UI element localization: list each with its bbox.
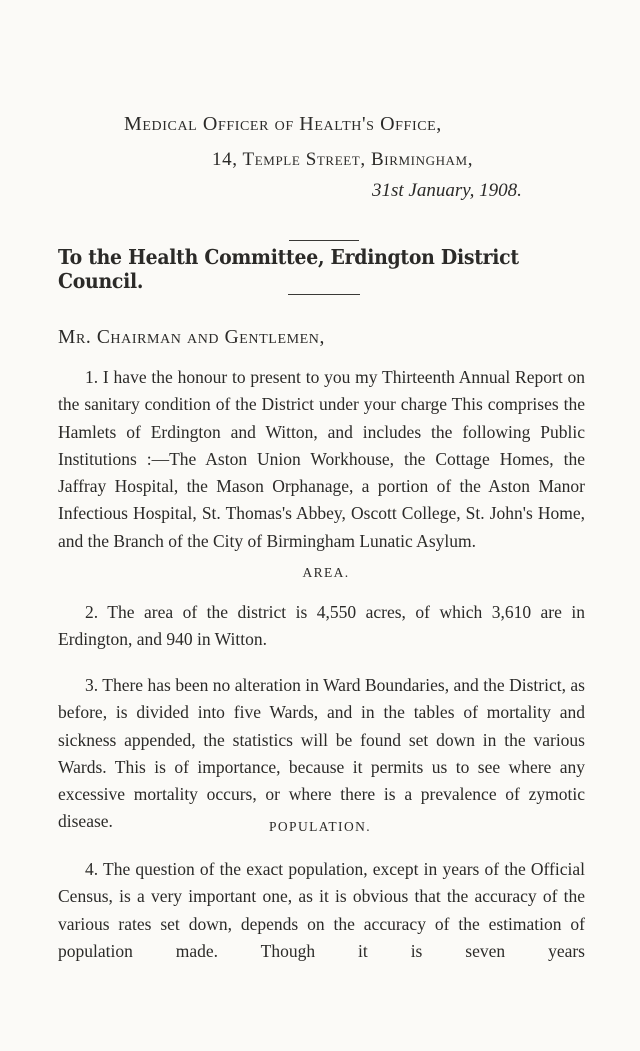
letter-date: 31st January, 1908. (372, 180, 522, 201)
addressee-line: To the Health Committee, Erdington District Council. (58, 245, 519, 293)
paragraph-3: 3. There has been no alteration in Ward Boundaries, and the District, as before, is divided into five Wards, and in the tables of mortality and sickness appended, the statistics will be found set down in the various Wards. This is of importance, because it permits us to see where any excessive mortality occurs, or where there is a prevalence of zymotic disease. (58, 675, 585, 832)
office-address: 14, Temple Street, Birmingham, (212, 149, 474, 170)
office-heading: Medical Officer of Health's Office, (124, 113, 442, 135)
section-heading-population: POPULATION. (268, 819, 372, 834)
section-heading-area: AREA. (302, 565, 350, 580)
salutation: Mr. Chairman and Gentlemen, (58, 327, 325, 348)
paragraph-2: 2. The area of the district is 4,550 acres, of which 3,610 are in Erdington, and 940 in Witton. (58, 602, 585, 650)
paragraph-1: 1. I have the honour to present to you my Thirteenth Annual Report on the sanitary condition of the District under your charge This comprises the Hamlets of Erdington and Witton, and includes the following Public Institutions :—The Aston Union Workhouse, the Cottage Homes, the Jaffray Hospital, the Mason Orphanage, a portion of the Aston Manor Infectious Hospital, St. Thomas's Abbey, Oscott College, St. John's Home, and the Branch of the City of Birmingham Lunatic Asylum. (58, 367, 585, 551)
paragraph-4: 4. The question of the exact population, except in years of the Official Census, is a very important one, as it is obvious that the accuracy of the various rates set down, depends on the accuracy of the estimation of population made. Though it is seven years (58, 859, 585, 961)
upper-divider (289, 240, 359, 241)
lower-divider (288, 294, 360, 295)
